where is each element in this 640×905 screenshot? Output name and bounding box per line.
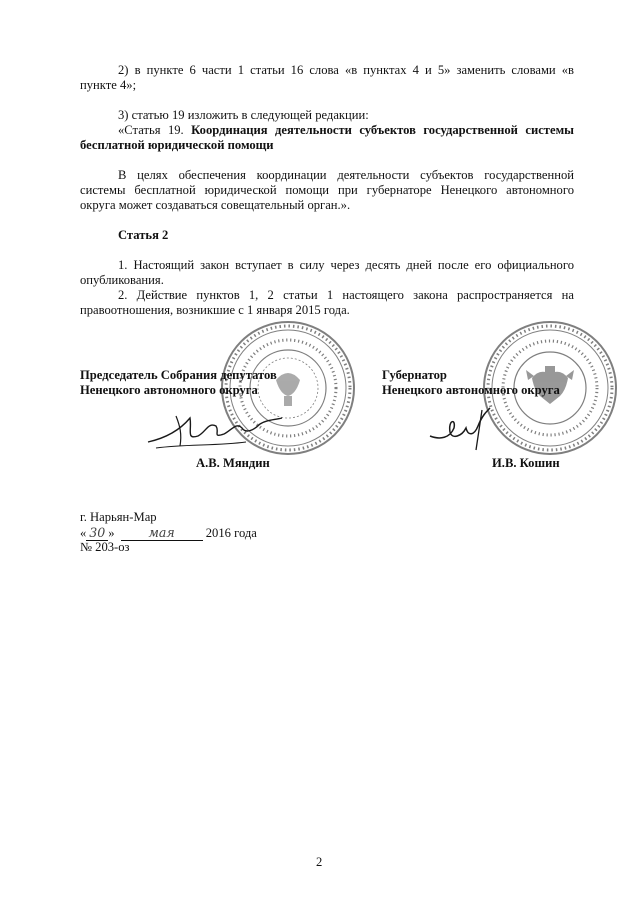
article-19-prefix: «Статья 19. (118, 123, 192, 137)
article-19-heading-line-1 (118, 123, 574, 138)
article-19-para-line-2: системы бесплатной юридической помощи при губернаторе Ненецкого автономного (80, 183, 574, 197)
item-3-intro: 3) статью 19 изложить в следующей редакции: (118, 108, 369, 122)
date-day: 30 (86, 525, 108, 541)
left-signatory-title-line-2: Ненецкого автономного округа (80, 383, 258, 397)
article-2-p1-line-2: опубликования. (80, 273, 164, 287)
date-close-quote: » (108, 526, 115, 540)
signature-right-icon (426, 406, 496, 452)
page-number: 2 (316, 855, 323, 869)
article-19-para-line-1: В целях обеспечения координации деятельности субъектов государственной (118, 168, 574, 182)
article-2-p1-line-1: 1. Настоящий закон вступает в силу через десять дней после его официального (118, 258, 574, 272)
article-19-para-line-3: округа может создаваться совещательный орган.». (80, 198, 351, 212)
right-signatory-title-line-2: Ненецкого автономного округа (382, 383, 560, 397)
right-signatory-name: И.В. Кошин (492, 456, 560, 470)
signature-left-icon (146, 408, 286, 453)
article-2-p2-line-1: 2. Действие пунктов 1, 2 статьи 1 настоящего закона распространяется на (118, 288, 574, 302)
date-line (80, 525, 280, 541)
date-open-quote: « (80, 526, 87, 540)
law-number: № 203-оз (80, 540, 130, 554)
right-signatory-title-line-1: Губернатор (382, 368, 447, 382)
article-19-heading-line-2: бесплатной юридической помощи (80, 138, 274, 152)
item-2-line-2: пункте 4»; (80, 78, 137, 92)
left-signatory-name: А.В. Мяндин (196, 456, 270, 470)
city: г. Нарьян-Мар (80, 510, 157, 524)
article-19-title: Координация деятельности субъектов государственной системы (191, 123, 574, 137)
article-2-title: Статья 2 (118, 228, 169, 242)
date-month: мая (121, 525, 203, 541)
left-signatory-title-line-1: Председатель Собрания депутатов (80, 368, 277, 382)
item-2-line-1: 2) в пункте 6 части 1 статьи 16 слова «в пунктах 4 и 5» заменить словами «в (118, 63, 574, 77)
date-year: 2016 года (205, 526, 257, 540)
article-2-p2-line-2: правоотношения, возникшие с 1 января 2015 года. (80, 303, 350, 317)
